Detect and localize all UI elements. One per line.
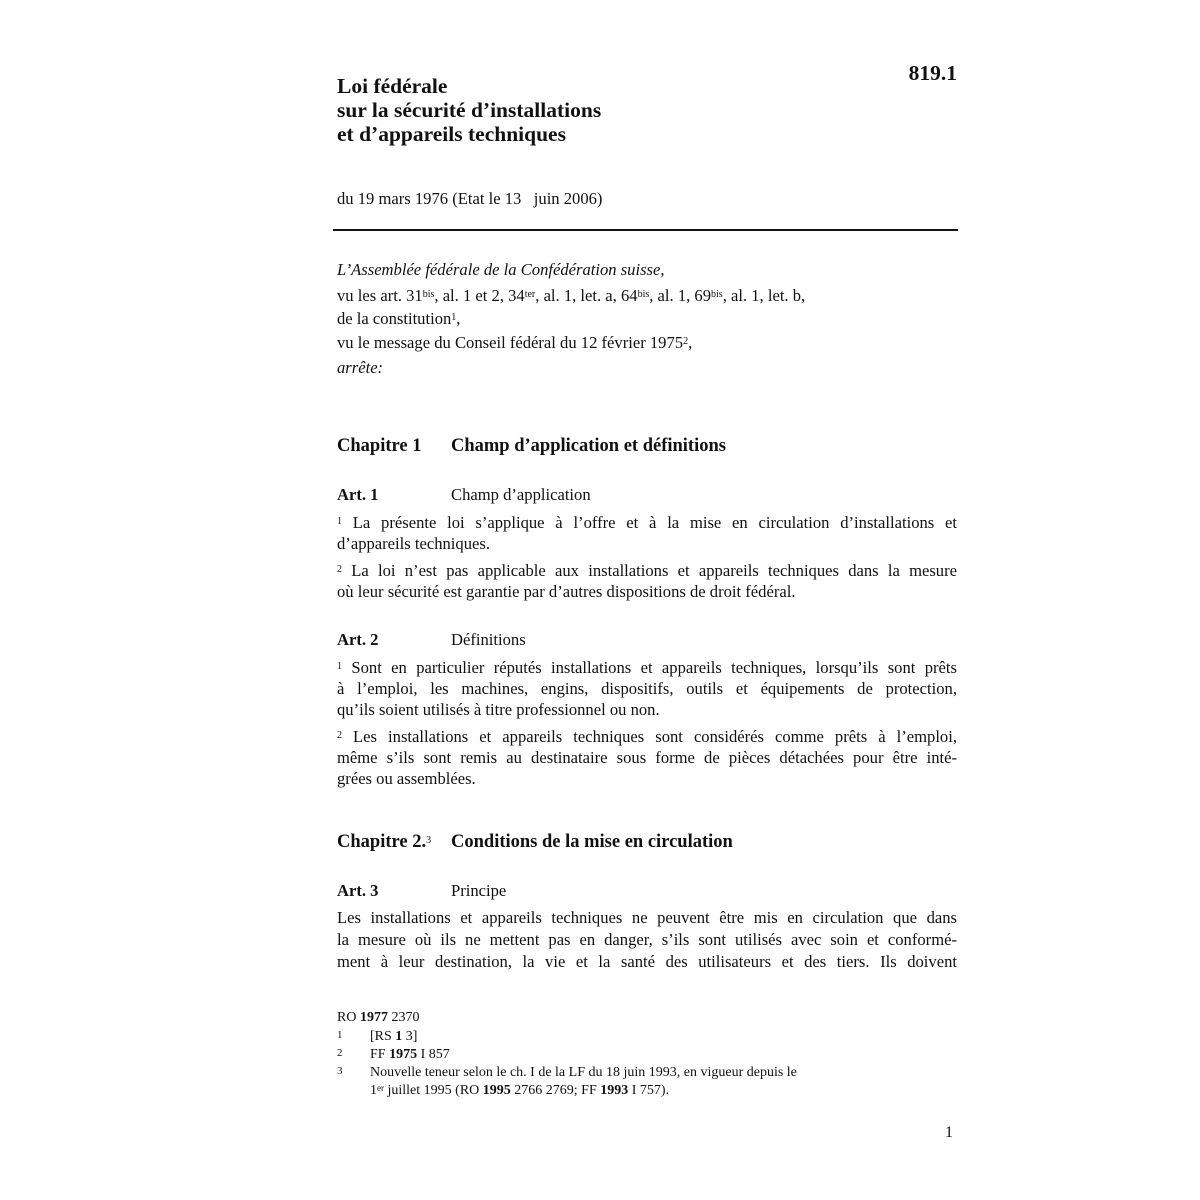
art1-para2-line: $^2$ La loi n’est pas applicable aux installations et appareils techniques dans la mesure bbox=[337, 561, 957, 580]
chapter-2-heading: Chapitre 2.$^3$ Conditions de la mise en circulation bbox=[337, 832, 733, 852]
art3-line: Les installations et appareils techniques ne peuvent être mis en circulation que dans bbox=[337, 908, 957, 927]
art2-para1-line: qu’ils soient utilisés à titre professionnel ou non. bbox=[337, 700, 660, 719]
art2-para1-line: à l’emploi, les machines, engins, dispositifs, outils et équipements de protection, bbox=[337, 679, 957, 698]
preamble-decree: arrête: bbox=[337, 358, 384, 377]
art2-para2-line: grées ou assemblées. bbox=[337, 769, 476, 788]
article-2-heading: Art. 2 Définitions bbox=[337, 630, 526, 649]
preamble-line-2: de la constitution$^1$, bbox=[337, 309, 461, 328]
title-divider bbox=[333, 229, 958, 231]
art1-para2-line: où leur sécurité est garantie par d’autres dispositions de droit fédéral. bbox=[337, 582, 796, 601]
art1-para1-line: $^1$ La présente loi s’applique à l’offre et à la mise en circulation d’installations et bbox=[337, 513, 957, 532]
art3-line: ment à leur destination, la vie et la santé des utilisateurs et des tiers. Ils doivent bbox=[337, 952, 957, 971]
preamble-line-3: vu le message du Conseil fédéral du 12 février 1975$^2$, bbox=[337, 333, 693, 352]
preamble-line-1: vu les art. $31^{bis}$, al. 1 et 2, $34^{ter}$, al. 1, let. a, $64^{bis}$, al. 1, $69^{bis}$, al. 1, let. b, bbox=[337, 286, 806, 305]
law-date: du 19 mars 1976 (Etat le 13 juin 2006) bbox=[337, 189, 603, 208]
preamble-authority: L’Assemblée fédérale de la Confédération suisse, bbox=[337, 260, 665, 279]
law-title-line-1: Loi fédérale bbox=[337, 74, 448, 98]
footnote-ro: RO 1977 2370 bbox=[337, 1010, 420, 1025]
article-3-heading: Art. 3 Principe bbox=[337, 881, 507, 900]
art2-para2-line: $^2$ Les installations et appareils techniques sont considérés comme prêts à l’emploi, bbox=[337, 727, 957, 746]
footnote-3-line-2: 1er juillet 1995 (RO 1995 2766 2769; FF 1993 I 757). bbox=[370, 1083, 670, 1098]
footnote-ref[interactable]: 2 bbox=[683, 336, 689, 347]
footnote-ref[interactable]: 3 bbox=[426, 835, 432, 846]
footnote-1: 1 [RS 1 3] bbox=[337, 1029, 418, 1044]
art2-para1-line: $^1$ Sont en particulier réputés installations et appareils techniques, lorsqu’ils sont prêts bbox=[337, 658, 957, 677]
footnote-ref[interactable]: 1 bbox=[451, 312, 457, 323]
footnote-3: 3 Nouvelle teneur selon le ch. I de la LF du 18 juin 1993, en vigueur depuis le bbox=[337, 1065, 797, 1080]
page-number: 1 bbox=[945, 1124, 953, 1141]
law-title-line-2: sur la sécurité d’installations bbox=[337, 98, 602, 122]
article-1-heading: Art. 1 Champ d’application bbox=[337, 485, 591, 504]
art2-para2-line: même s’ils sont remis au destinataire sous forme de pièces détachées pour être inté- bbox=[337, 748, 957, 767]
rs-number: 819.1 bbox=[908, 61, 957, 85]
art3-line: la mesure où ils ne mettent pas en danger, s’ils sont utilisés avec soin et conformé- bbox=[337, 930, 957, 949]
art1-para1-line: d’appareils techniques. bbox=[337, 534, 490, 553]
chapter-1-heading: Chapitre 1 Champ d’application et définitions bbox=[337, 436, 726, 456]
footnote-2: 2 FF 1975 I 857 bbox=[337, 1047, 450, 1062]
law-title-line-3: et d’appareils techniques bbox=[337, 122, 566, 146]
